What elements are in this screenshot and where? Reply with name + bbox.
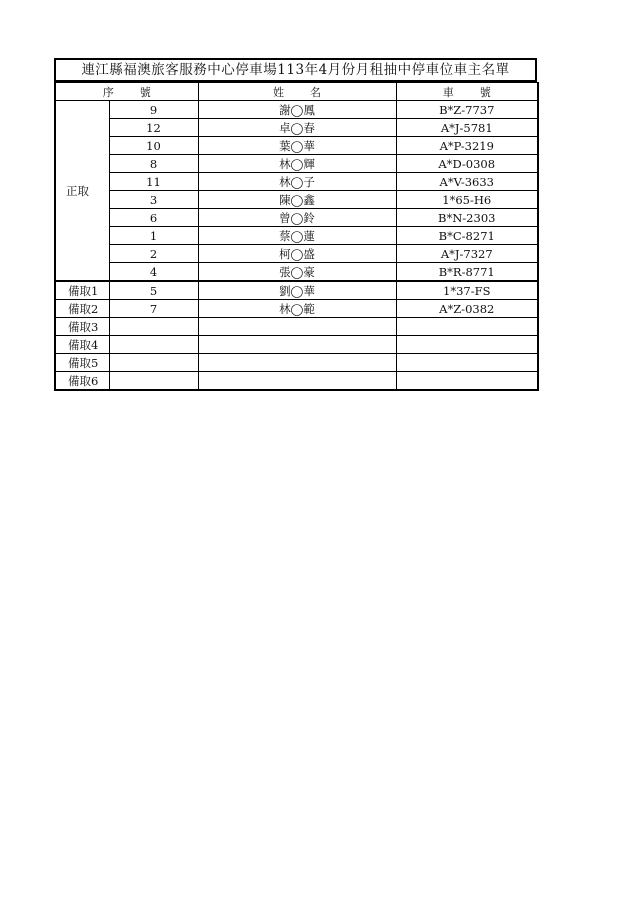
- name-cell: [198, 336, 396, 354]
- name-cell: 林◯輝: [198, 155, 396, 173]
- header-plate: 車號: [396, 83, 538, 101]
- seq-cell: 8: [109, 155, 198, 173]
- name-cell: 劉◯華: [198, 281, 396, 300]
- alternate-label: 備取4: [55, 336, 109, 354]
- name-cell: [198, 318, 396, 336]
- header-seq: 序號: [55, 83, 198, 101]
- plate-cell: [396, 336, 538, 354]
- table-row: [55, 372, 538, 391]
- name-cell: [198, 372, 396, 391]
- seq-cell: 5: [109, 281, 198, 300]
- name-cell: 林◯子: [198, 173, 396, 191]
- table-row: [55, 300, 538, 318]
- table-row: [55, 336, 538, 354]
- plate-cell: A*J-5781: [396, 119, 538, 137]
- plate-cell: 1*37-FS: [396, 281, 538, 300]
- header-name: 姓名: [198, 83, 396, 101]
- category-main-label: 正取: [55, 101, 109, 282]
- name-cell: 曾◯鈴: [198, 209, 396, 227]
- sheet-title: 連江縣福澳旅客服務中心停車場113年4月份月租抽中停車位車主名單: [54, 58, 537, 82]
- name-cell: 卓◯春: [198, 119, 396, 137]
- seq-cell: 9: [109, 101, 198, 119]
- table-row: [55, 101, 538, 119]
- alternate-label: 備取5: [55, 354, 109, 372]
- alternate-label: 備取2: [55, 300, 109, 318]
- table-row: [55, 354, 538, 372]
- plate-cell: A*Z-0382: [396, 300, 538, 318]
- table-row: [55, 173, 538, 191]
- plate-cell: B*Z-7737: [396, 101, 538, 119]
- name-cell: 張◯豪: [198, 263, 396, 282]
- plate-cell: B*N-2303: [396, 209, 538, 227]
- seq-cell: 4: [109, 263, 198, 282]
- winners-table: [54, 82, 539, 391]
- parking-lottery-sheet: [54, 58, 537, 391]
- name-cell: [198, 354, 396, 372]
- alternate-label: 備取1: [55, 281, 109, 300]
- seq-cell: 7: [109, 300, 198, 318]
- plate-cell: [396, 372, 538, 391]
- alternates-body: [55, 281, 538, 390]
- plate-cell: A*V-3633: [396, 173, 538, 191]
- seq-cell: 6: [109, 209, 198, 227]
- table-row: [55, 263, 538, 282]
- header-row: [55, 83, 538, 101]
- table-row: [55, 281, 538, 300]
- plate-cell: A*J-7327: [396, 245, 538, 263]
- seq-cell: 2: [109, 245, 198, 263]
- table-row: [55, 137, 538, 155]
- name-cell: 柯◯盛: [198, 245, 396, 263]
- plate-cell: B*R-8771: [396, 263, 538, 282]
- name-cell: 林◯範: [198, 300, 396, 318]
- plate-cell: A*P-3219: [396, 137, 538, 155]
- winners-body: [55, 101, 538, 282]
- seq-cell: [109, 354, 198, 372]
- seq-cell: 3: [109, 191, 198, 209]
- table-row: [55, 318, 538, 336]
- table-row: [55, 191, 538, 209]
- seq-cell: [109, 318, 198, 336]
- seq-cell: [109, 372, 198, 391]
- table-row: [55, 155, 538, 173]
- name-cell: 陳◯鑫: [198, 191, 396, 209]
- plate-cell: [396, 318, 538, 336]
- plate-cell: [396, 354, 538, 372]
- seq-cell: 11: [109, 173, 198, 191]
- alternate-label: 備取3: [55, 318, 109, 336]
- plate-cell: 1*65-H6: [396, 191, 538, 209]
- table-row: [55, 245, 538, 263]
- table-row: [55, 209, 538, 227]
- table-row: [55, 119, 538, 137]
- plate-cell: B*C-8271: [396, 227, 538, 245]
- name-cell: 葉◯華: [198, 137, 396, 155]
- name-cell: 謝◯鳳: [198, 101, 396, 119]
- seq-cell: 12: [109, 119, 198, 137]
- seq-cell: [109, 336, 198, 354]
- alternate-label: 備取6: [55, 372, 109, 391]
- seq-cell: 10: [109, 137, 198, 155]
- table-row: [55, 227, 538, 245]
- seq-cell: 1: [109, 227, 198, 245]
- name-cell: 蔡◯蓮: [198, 227, 396, 245]
- plate-cell: A*D-0308: [396, 155, 538, 173]
